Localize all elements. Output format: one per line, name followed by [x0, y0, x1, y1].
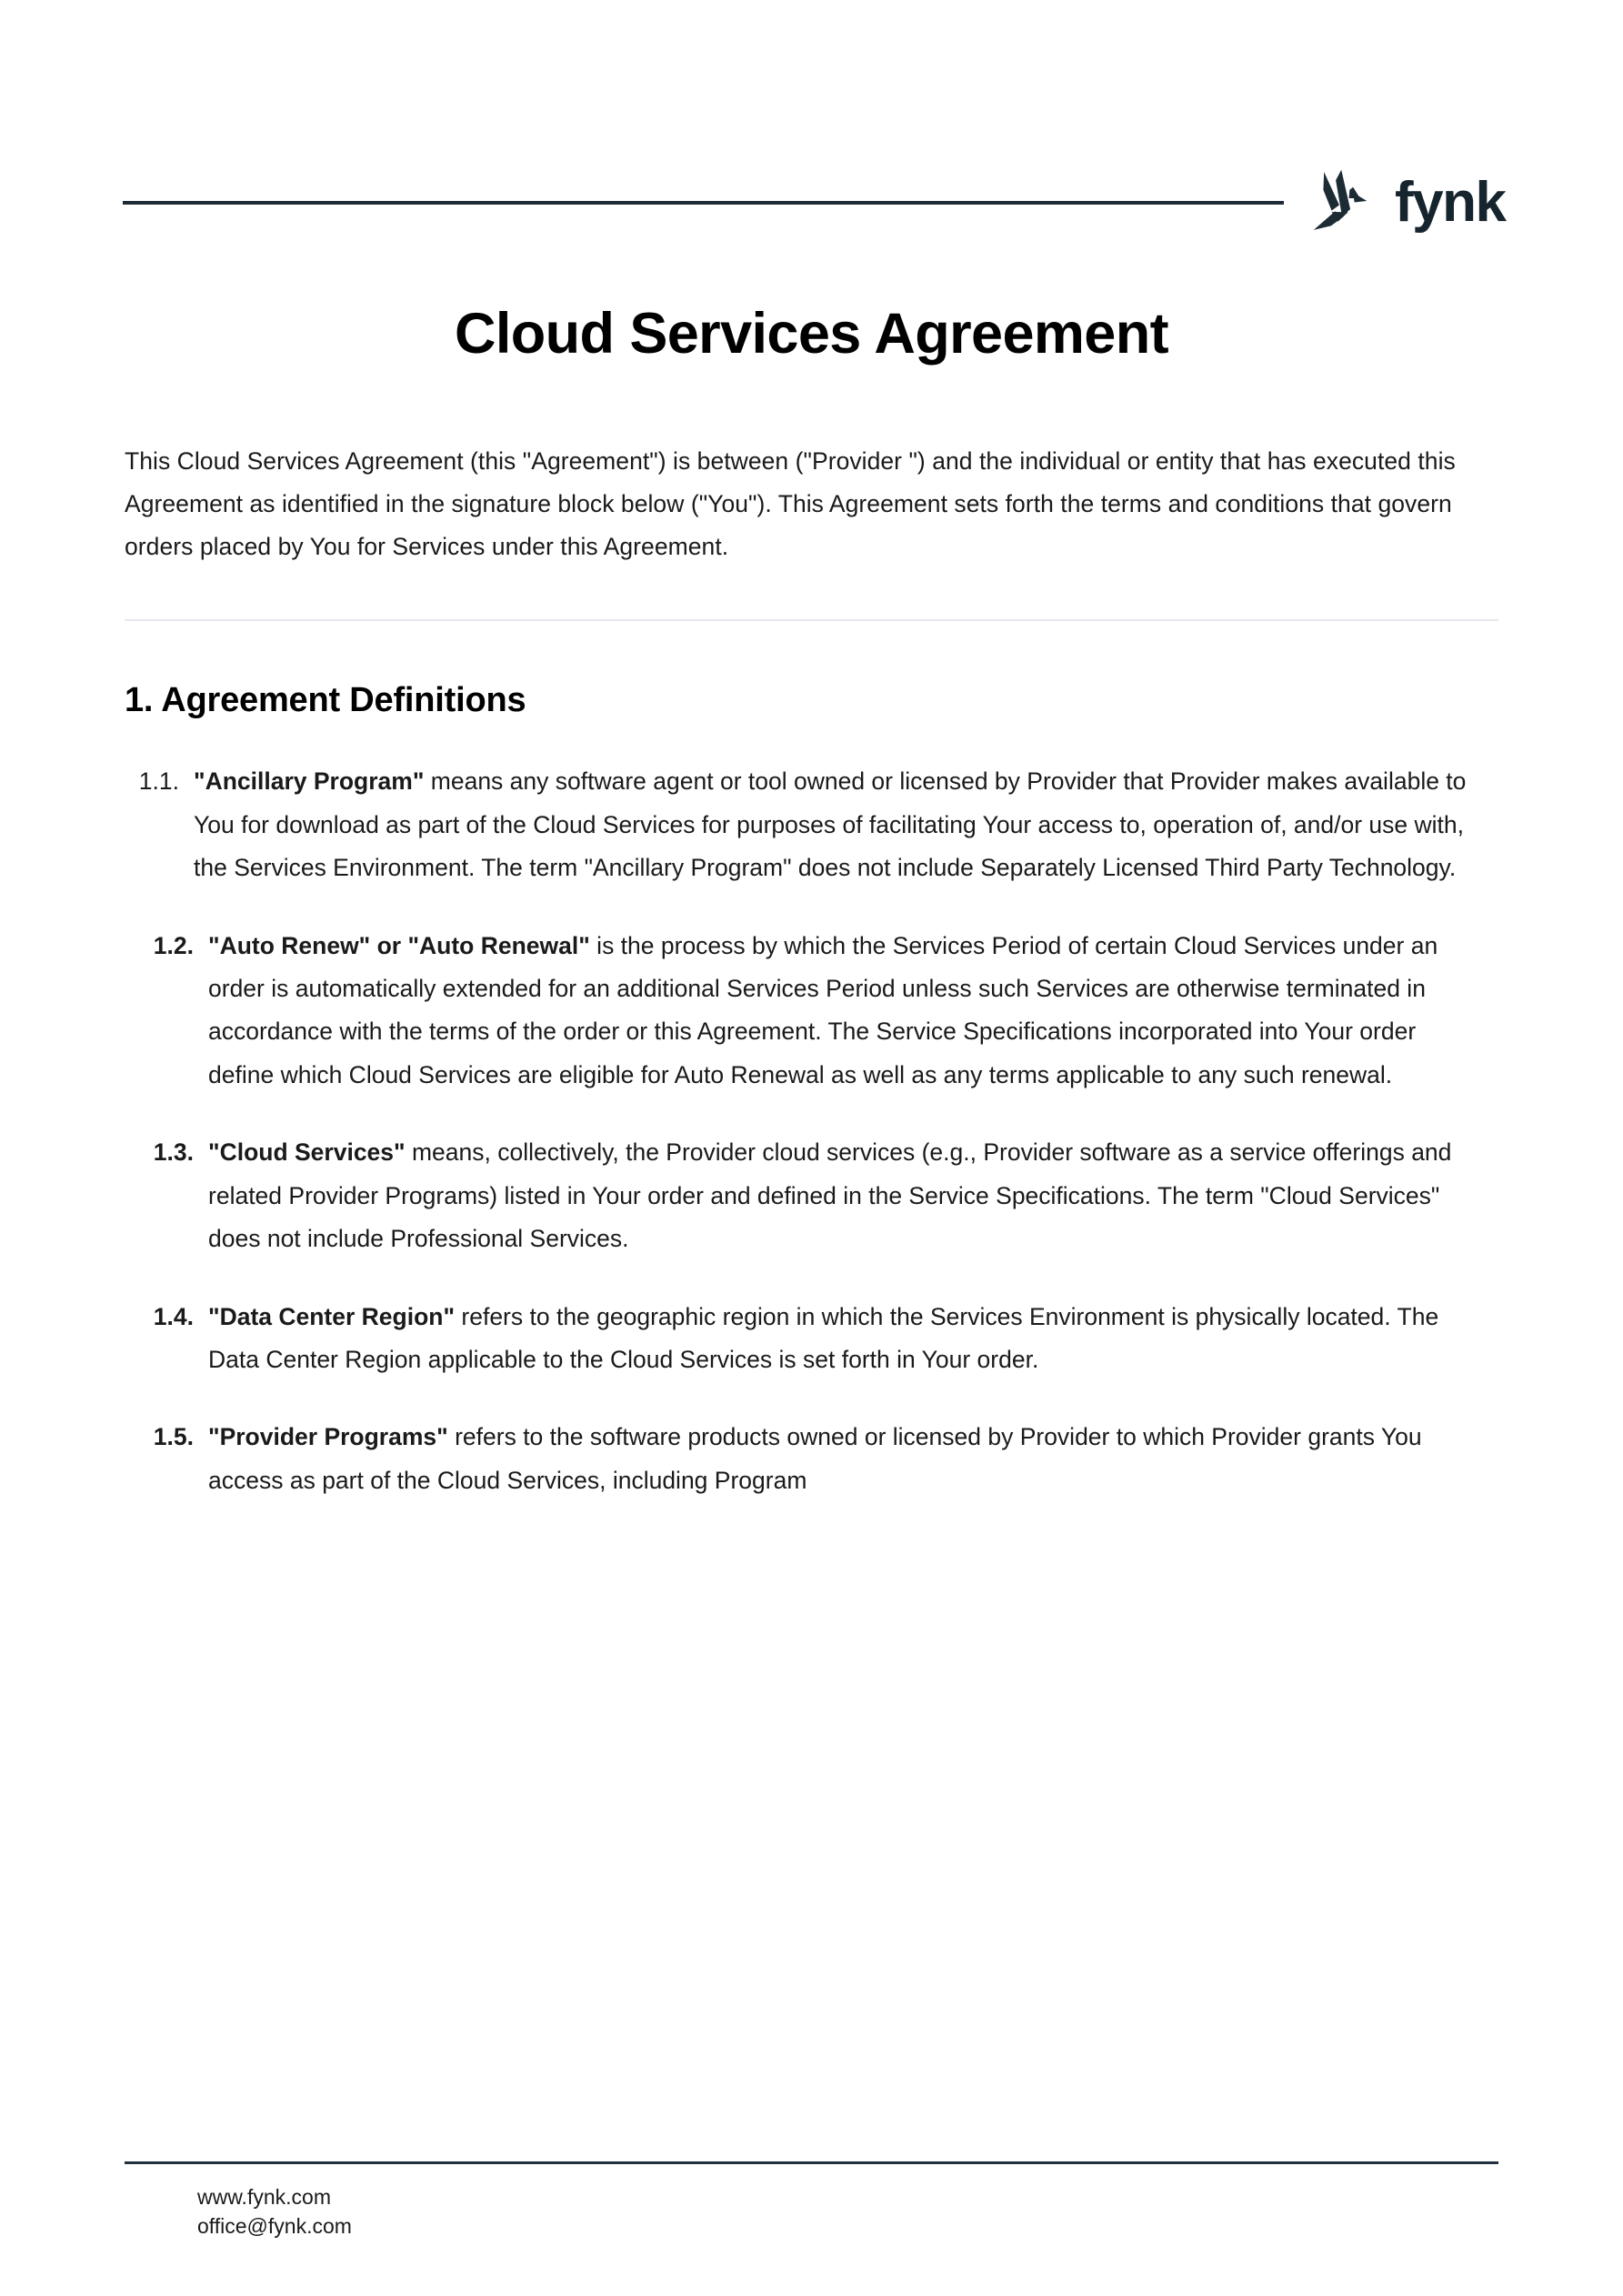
clause-body: [194, 760, 1498, 889]
footer-rule: [125, 2161, 1498, 2164]
header-rule: [123, 201, 1284, 205]
fynk-origami-bird-logo-icon: [1309, 166, 1380, 236]
clause-number: 1.2.: [153, 931, 194, 959]
clause-term: "Auto Renew" or "Auto Renewal": [208, 931, 590, 959]
footer-website: www.fynk.com: [197, 2184, 331, 2209]
footer-email: office@fynk.com: [197, 2214, 352, 2239]
clause-number: 1.4.: [153, 1302, 194, 1330]
clause-item: [125, 1296, 1498, 1382]
clause-body: [208, 1131, 1483, 1260]
page-title: Cloud Services Agreement: [454, 302, 1169, 366]
clause-text: means, collectively, the Provider cloud services (e.g., Provider software as a service offerings and related Provider Programs) listed in Your order and defined in the Service Specifications. The term "Cloud Services" does not include Professional Services.: [208, 1138, 1452, 1253]
clause-item: [125, 1131, 1498, 1260]
clause-body: [208, 925, 1483, 1098]
clause-text: means any software agent or tool owned or licensed by Provider that Provider makes available to You for download as part of the Cloud Services for purposes of facilitating Your access to, operation of, and/or use with, the Services Environment. The term "Ancillary Program" does not include Separately Licensed Third Party Technology.: [194, 767, 1467, 882]
clause-text: refers to the software products owned or licensed by Provider to which Provider grants You access as part of the Cloud Services, including Program: [208, 1423, 1422, 1494]
brand-logo: [1309, 166, 1505, 236]
clause-item: [125, 925, 1498, 1098]
clause-number: 1.3.: [153, 1138, 194, 1167]
intro-paragraph: This Cloud Services Agreement (this "Agreement") is between ("Provider ") and the individual or entity that has executed this Agreement as identified in the signature block below ("You"). This Agreement sets forth the terms and conditions that govern orders placed by You for Services under this Agreement.: [125, 446, 1456, 561]
clause-term: "Cloud Services": [208, 1138, 406, 1167]
clause-number: 1.5.: [153, 1423, 194, 1451]
clause-number: 1.1.: [138, 767, 179, 796]
clause-term: "Provider Programs": [208, 1423, 448, 1451]
brand-wordmark: fynk: [1395, 171, 1506, 234]
clause-text: refers to the geographic region in which the Services Environment is physically located. The Data Center Region applicable to the Cloud Services is set forth in Your order.: [208, 1302, 1439, 1373]
document-content: [125, 300, 1498, 1502]
page-header: [123, 153, 1506, 253]
footer-contact: [125, 2182, 1498, 2241]
clause-body: [208, 1296, 1483, 1382]
clause-item: [125, 760, 1498, 889]
section-divider: [125, 619, 1498, 621]
page-footer: [125, 2161, 1498, 2241]
section-heading: 1. Agreement Definitions: [125, 680, 526, 719]
clause-list: [125, 760, 1498, 1502]
clause-term: "Data Center Region": [208, 1302, 456, 1330]
clause-body: [208, 1416, 1483, 1502]
clause-term: "Ancillary Program": [194, 767, 425, 796]
clause-item: [125, 1416, 1498, 1502]
clause-text: is the process by which the Services Period of certain Cloud Services under an order is automatically extended for an additional Services Period unless such Services are otherwise terminated in accordance with the terms of the order or this Agreement. The Service Specifications incorporated into Your order define which Cloud Services are eligible for Auto Renewal as well as any terms applicable to any such renewal.: [208, 931, 1438, 1088]
